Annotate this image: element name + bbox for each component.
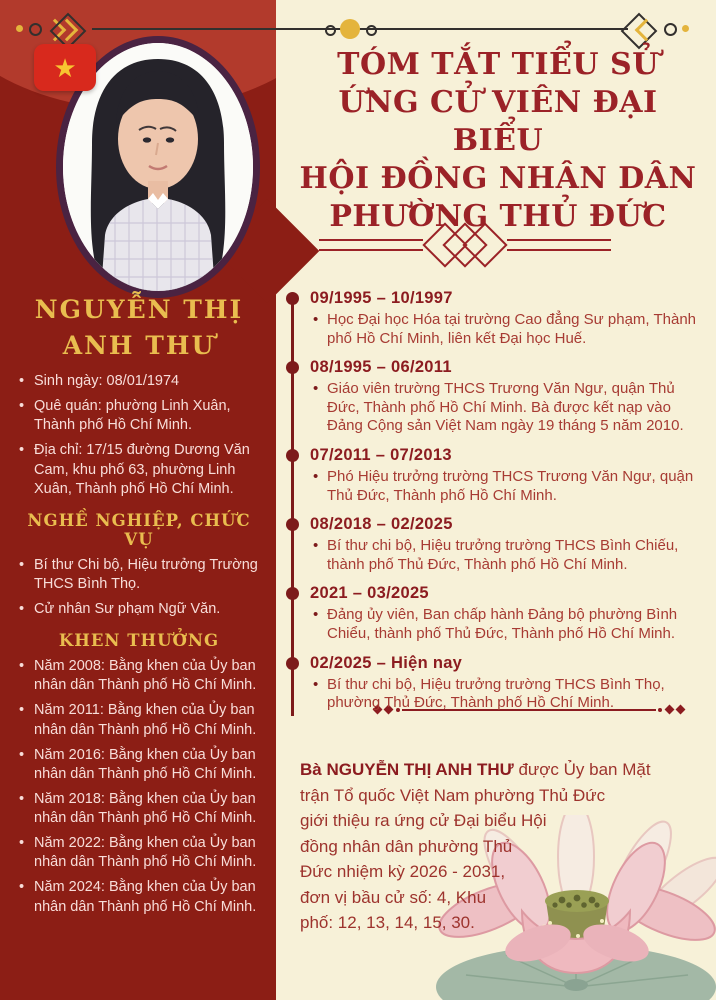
timeline-detail: • Giáo viên trường THCS Trương Văn Ngư, quận Thủ Đức, Thành phố Hồ Chí Minh. Bà được kết nạp vào Đảng Cộng sản Việt Nam ngày 19 tháng 5 năm 2010. [310,380,703,436]
occupation-item: • Cử nhân Sư phạm Ngữ Văn. [17,600,261,619]
ornament-dot-icon [16,25,23,32]
divider-line [319,239,423,251]
poster-title [288,46,708,236]
timeline-detail: • Đảng ủy viên, Ban chấp hành Đảng bộ phường Bình Chiểu, thành phố Thủ Đức, Thành phố Hồ Chí Minh. [310,606,703,643]
candidate-name-line1: NGUYỄN THỊ [34,295,244,324]
awards-list [17,657,261,917]
personal-info-item: • Quê quán: phường Linh Xuân, Thành phố Hồ Chí Minh. [17,397,261,435]
vietnam-flag-icon [34,44,96,91]
timeline-date: 2021 – 03/2025 [310,584,429,603]
sidebar-content [0,292,276,923]
award-item: • Năm 2011: Bằng khen của Ủy ban nhân dân Thành phố Hồ Chí Minh. [17,701,261,739]
timeline-date: 08/2018 – 02/2025 [310,515,453,534]
ornament-ring-icon [325,25,336,36]
timeline-entry [287,583,703,643]
divider-line [507,239,611,251]
ornament-line [92,28,628,30]
timeline-detail: • Học Đại học Hóa tại trường Cao đẳng Sư phạm, Thành phố Hồ Chí Minh, liên kết Đại học Huế. [310,311,703,348]
award-item: • Năm 2018: Bằng khen của Ủy ban nhân dân Thành phố Hồ Chí Minh. [17,790,261,828]
timeline-entry [287,445,703,505]
personal-info-item: • Địa chỉ: 17/15 đường Dương Văn Cam, khu phố 63, phường Linh Xuân, Thành phố Hồ Chí Minh. [17,441,261,498]
timeline-detail: • Phó Hiệu trưởng trường THCS Trương Văn Ngư, quận Thủ Đức, Thành phố Hồ Chí Minh. [310,468,703,505]
ornament-ring-icon [664,23,677,36]
occupation-heading: NGHỀ NGHIỆP, CHỨC VỤ [27,510,251,549]
award-item: • Năm 2016: Bằng khen của Ủy ban nhân dân Thành phố Hồ Chí Minh. [17,746,261,784]
personal-info-list [17,372,261,499]
award-item: • Năm 2008: Bằng khen của Ủy ban nhân dân Thành phố Hồ Chí Minh. [17,657,261,695]
timeline-entry [287,514,703,574]
career-timeline [287,288,703,722]
ornament-big-dot-icon [340,19,360,39]
timeline-date: 02/2025 – Hiện nay [310,653,463,672]
candidate-name [17,292,261,364]
footer-text: được Ủy ban Mặt trận Tổ quốc Việt Nam phường Thủ Đức giới thiệu ra ứng cử Đại biểu Hội đồng nhân dân phường Thủ Đức nhiệm kỳ 2026 - 2031, đơn vị bầu cử số: 4, Khu phố: 12, 13, 14, 15, 30. [300,760,651,932]
title-line: HỘI ĐỒNG NHÂN DÂN [299,161,697,196]
timeline-detail: • Bí thư chi bộ, Hiệu trưởng trường THCS Bình Chiếu, thành phố Thủ Đức, Thành phố Hồ Chí Minh. [310,537,703,574]
timeline-date: 07/2011 – 07/2013 [310,445,452,464]
occupation-item: • Bí thư Chi bộ, Hiệu trưởng Trường THCS Bình Thọ. [17,556,261,594]
timeline-date: 08/1995 – 06/2011 [310,358,452,377]
ornament-dot-icon [682,25,689,32]
title-line: TÓM TẮT TIỂU SỬ [337,47,659,82]
timeline-detail: • Bí thư chi bộ, Hiệu trưởng trường THCS Bình Thọ, phường Thủ Đức, Thành phố Hồ Chí Minh. [310,676,703,713]
timeline-entry [287,288,703,348]
timeline-entry [287,653,703,713]
awards-heading: KHEN THƯỞNG [58,631,220,651]
introduction-paragraph [300,757,702,975]
footer-candidate-name: Bà NGUYỄN THỊ ANH THƯ [300,760,514,779]
title-line: ỨNG CỬ VIÊN ĐẠI BIỂU [338,85,658,158]
occupation-list [17,556,261,619]
timeline-entry [287,357,703,436]
flag-star-icon: ★ [53,52,77,83]
title-line: PHƯỜNG THỦ ĐỨC [329,199,667,234]
personal-info-item: • Sinh ngày: 08/01/1974 [17,372,261,391]
ornament-ring-icon [366,25,377,36]
candidate-name-line2: ANH THƯ [62,331,216,360]
award-item: • Năm 2024: Bằng khen của Ủy ban nhân dân Thành phố Hồ Chí Minh. [17,878,261,916]
award-item: • Năm 2022: Bằng khen của Ủy ban nhân dân Thành phố Hồ Chí Minh. [17,834,261,872]
timeline-date: 09/1995 – 10/1997 [310,289,453,307]
ornament-ring-icon [29,23,42,36]
